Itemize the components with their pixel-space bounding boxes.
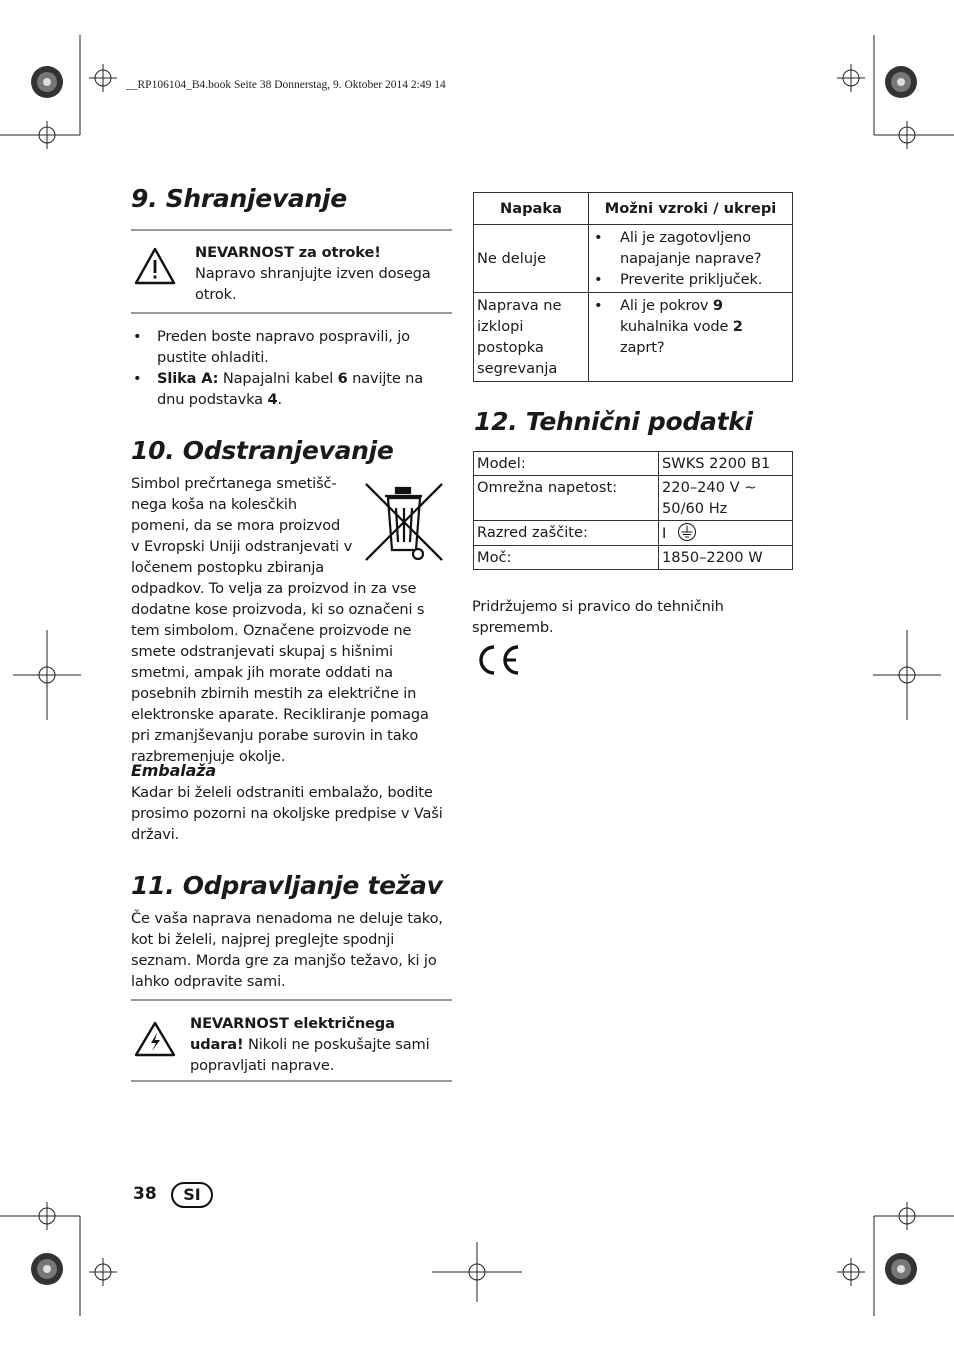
crossed-bin-icon xyxy=(362,480,446,566)
packaging-text: Kadar bi želeli odstraniti embalažo, bodite prosimo pozorni na okoljske predpise v Vaši državi. xyxy=(131,784,443,843)
table-row: Model: SWKS 2200 B1 xyxy=(474,452,793,476)
language-badge: SI xyxy=(171,1182,213,1208)
warning-children xyxy=(195,242,450,305)
list-item: • Ali je zagotovljeno napajanje naprave? xyxy=(592,227,789,269)
list-item: • Preden boste napravo pospravili, jo pustite ohladiti. xyxy=(131,326,451,368)
electric-shock-icon xyxy=(133,1020,177,1058)
tech-note: Pridržujemo si pravico do tehničnih sprememb. xyxy=(472,598,724,636)
warning-text: Napravo shranjujte izven dosega otrok. xyxy=(195,265,431,303)
warning-triangle-icon xyxy=(133,246,177,286)
warning-title: NEVARNOST za otroke! xyxy=(195,244,381,261)
list-item: • Preverite priključek. xyxy=(592,269,789,290)
list-item: • Slika A: Napajalni kabel 6 navijte na dnu podstavka 4. xyxy=(131,368,451,410)
tech-data-table xyxy=(473,451,793,570)
table-row: Naprava ne izklopi postopka segrevanja • Ali je pokrov 9 kuhalnika vode 2 zaprt? xyxy=(474,293,793,382)
table-row: Moč: 1850–2200 W xyxy=(474,546,793,570)
troubleshooting-table xyxy=(473,192,793,382)
section-title-tech-data: 12. Tehnični podatki xyxy=(474,407,753,436)
ground-symbol-icon xyxy=(677,522,697,542)
section-title-storage: 9. Shranjevanje xyxy=(131,184,347,213)
column-header: Možni vzroki / ukrepi xyxy=(589,193,793,225)
storage-list xyxy=(131,326,451,410)
page-number: 38 xyxy=(133,1184,157,1204)
table-row: Omrežna napetost: 220–240 V ~ 50/60 Hz xyxy=(474,476,793,521)
section-title-disposal: 10. Odstranjevanje xyxy=(131,436,394,465)
ce-mark-icon xyxy=(474,643,522,677)
packaging-title: Embalaža xyxy=(131,761,217,780)
list-item: • Ali je pokrov 9 kuhalnika vode 2 zaprt? xyxy=(592,295,789,358)
disposal-lines-short: Simbol prečrtanega smetišč- nega koša na kolesčkih pomeni, da se mora proizvod v Evropski Uniji odstranjevati v ločenem postopku zbiranja xyxy=(131,475,353,576)
troubleshooting-intro: Če vaša naprava nenadoma ne deluje tako, kot bi želeli, najprej preglejte spodnji seznam. Morda gre za manjšo težavo, ki jo lahko odpravite sami. xyxy=(131,910,443,990)
disposal-paragraph: odpadkov. To velja za proizvod in za vse dodatne kose proizvoda, ki so označeni s tem simbolom. Označene proizvode ne smete odstranjevati skupaj s hišnimi smetmi, ampak jih morate oddati na posebnih zbirnih mestih za električne in elektronske aparate. Recikliranje pomaga pri zmanjševanju porabe surovin in tako razbremenjuje okolje. xyxy=(131,580,429,765)
warning-electric: NEVARNOST električnega udara! Nikoli ne poskušajte sami popravljati naprave. xyxy=(190,1015,430,1074)
column-header: Napaka xyxy=(474,193,589,225)
table-row: Razred zaščite: I xyxy=(474,521,793,546)
print-header: __RP106104_B4.book Seite 38 Donnerstag, 9. Oktober 2014 2:49 14 xyxy=(126,79,446,91)
section-title-troubleshooting: 11. Odpravljanje težav xyxy=(131,871,443,900)
table-row: Ne deluje • Ali je zagotovljeno napajanje naprave? • Preverite priključek. xyxy=(474,225,793,293)
